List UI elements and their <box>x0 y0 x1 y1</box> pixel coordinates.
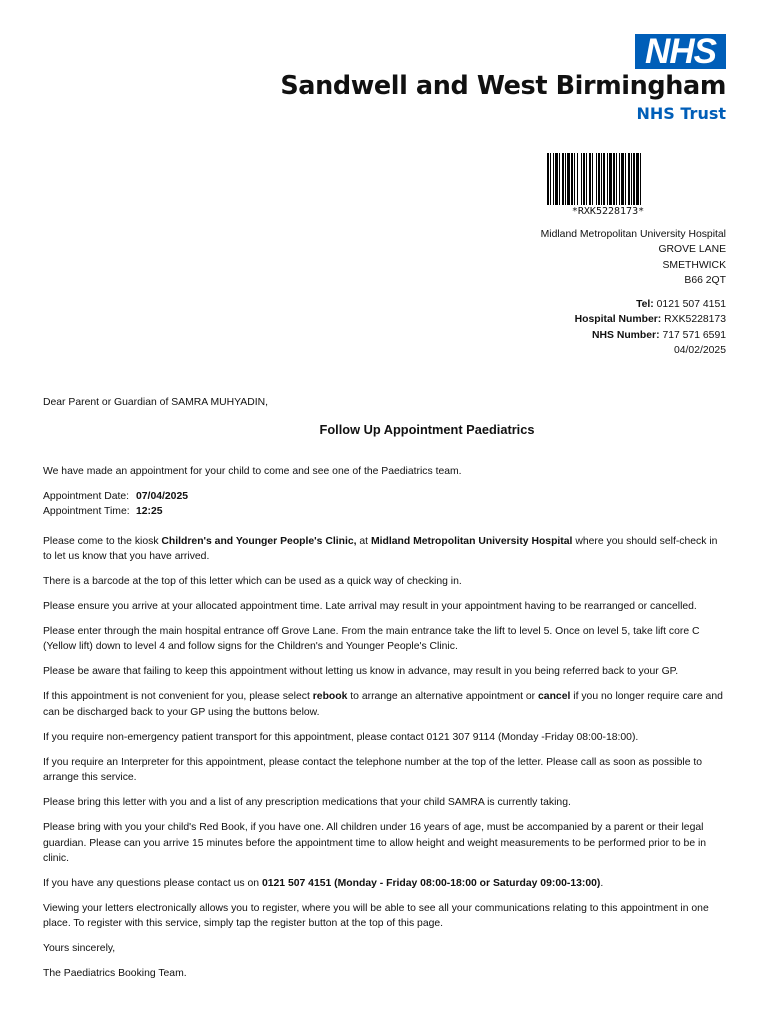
address-line: GROVE LANE <box>658 244 726 256</box>
barcode-text: *RXK5228173* <box>571 206 645 217</box>
questions-paragraph <box>43 876 727 891</box>
interpreter-paragraph: If you require an Interpreter for this appointment, please contact the telephone number at the top of the letter. Please call as soon as possible to arrange this service. <box>43 756 703 784</box>
hospital-number-label: Hospital Number: <box>574 314 662 326</box>
rebook-text: if you no longer require care and can be discharged back to your GP using the buttons below. <box>43 691 723 718</box>
contact-details <box>575 297 726 359</box>
address-line: SMETHWICK <box>662 259 726 271</box>
trust-subtitle: NHS Trust <box>636 104 726 123</box>
red-book-paragraph: Please bring with you your child's Red Book, if you have one. All children under 16 years of age, must be accompanied by a parent or their legal guardian. Please can you arrive 15 minutes before the appointment time to allow height and weight measurements to be performed prior to be in clinic. <box>43 822 707 865</box>
letter-date: 04/02/2025 <box>673 345 726 357</box>
rebook-text: If this appointment is not convenient for you, please select <box>43 691 313 703</box>
appointment-date-label: Appointment Date: <box>43 490 130 502</box>
kiosk-text: where you should self-check in to let us know that you have arrived. <box>43 535 718 563</box>
address-line: Midland Metropolitan University Hospital <box>540 229 726 240</box>
kiosk-text: Please come to the kiosk <box>43 535 162 547</box>
hospital-address <box>541 227 726 289</box>
appointment-time-value: 12:25 <box>136 506 163 518</box>
nhs-number-label: NHS Number: <box>592 329 660 341</box>
questions-text: If you have any questions please contact us on <box>43 878 262 890</box>
salutation: Dear Parent or Guardian of SAMRA MUHYADIN, <box>43 397 269 408</box>
barcode-paragraph: There is a barcode at the top of this letter which can be used as a quick way of checking in. <box>43 576 462 588</box>
appointment-date-value: 07/04/2025 <box>136 490 189 502</box>
intro-paragraph: We have made an appointment for your child to come and see one of the Paediatrics team. <box>43 465 462 477</box>
tel-value: 0121 507 4151 <box>656 299 726 310</box>
rebook-text: to arrange an alternative appointment or <box>347 691 539 703</box>
directions-paragraph: Please enter through the main hospital entrance off Grove Lane. From the main entrance take the lift to level 5. Once on level 5, take lift core C (Yellow lift) down to level 4 and follow signs for the Children's and Younger People's Clinic. <box>43 626 700 653</box>
letter-heading: Follow Up Appointment Paediatrics <box>319 422 535 438</box>
signature-line: The Paediatrics Booking Team. <box>43 968 187 980</box>
hospital-number-line <box>575 312 726 327</box>
rebook-paragraph <box>43 689 727 720</box>
kiosk-clinic: Children's and Younger People's Clinic, <box>161 535 357 547</box>
checkin-barcode <box>547 153 669 205</box>
nhs-logo: NHS <box>635 34 726 69</box>
nhs-number-line <box>575 328 726 343</box>
failure-paragraph: Please be aware that failing to keep this appointment without letting us know in advance, may result in you being referred back to your GP. <box>43 666 679 678</box>
arrival-paragraph: Please ensure you arrive at your allocated appointment time. Late arrival may result in your appointment having to be rearranged or cancelled. <box>43 601 697 613</box>
closing-line: Yours sincerely, <box>43 943 116 955</box>
transport-paragraph: If you require non-emergency patient transport for this appointment, please contact 0121 307 9114 (Monday -Friday 08:00-18:00). <box>43 731 639 743</box>
nhs-number-value: 717 571 6591 <box>662 329 726 341</box>
questions-phone: 0121 507 4151 (Monday - Friday 08:00-18:00 or Saturday 09:00-13:00) <box>261 878 601 890</box>
kiosk-text: at <box>356 535 371 547</box>
letter-body <box>43 395 727 982</box>
questions-text: . <box>600 878 604 890</box>
electronic-paragraph: Viewing your letters electronically allows you to register, where you will be able to see all your communications relating to this appointment in one place. To register with this service, simply tap the register button at the top of this page. <box>43 903 709 930</box>
tel-label: Tel: <box>636 299 654 310</box>
hospital-number-value: RXK5228173 <box>664 314 726 326</box>
appointment-time-label: Appointment Time: <box>43 506 130 518</box>
kiosk-paragraph <box>43 534 727 565</box>
appointment-details <box>43 489 727 520</box>
trust-name: Sandwell and West Birmingham <box>280 71 726 101</box>
tel-line <box>575 297 726 312</box>
address-line: B66 2QT <box>684 275 726 287</box>
rebook-keyword: rebook <box>312 691 348 703</box>
kiosk-hospital: Midland Metropolitan University Hospital <box>370 535 573 547</box>
prescriptions-paragraph: Please bring this letter with you and a list of any prescription medications that your child SAMRA is currently taking. <box>43 797 571 809</box>
cancel-keyword: cancel <box>538 691 571 703</box>
